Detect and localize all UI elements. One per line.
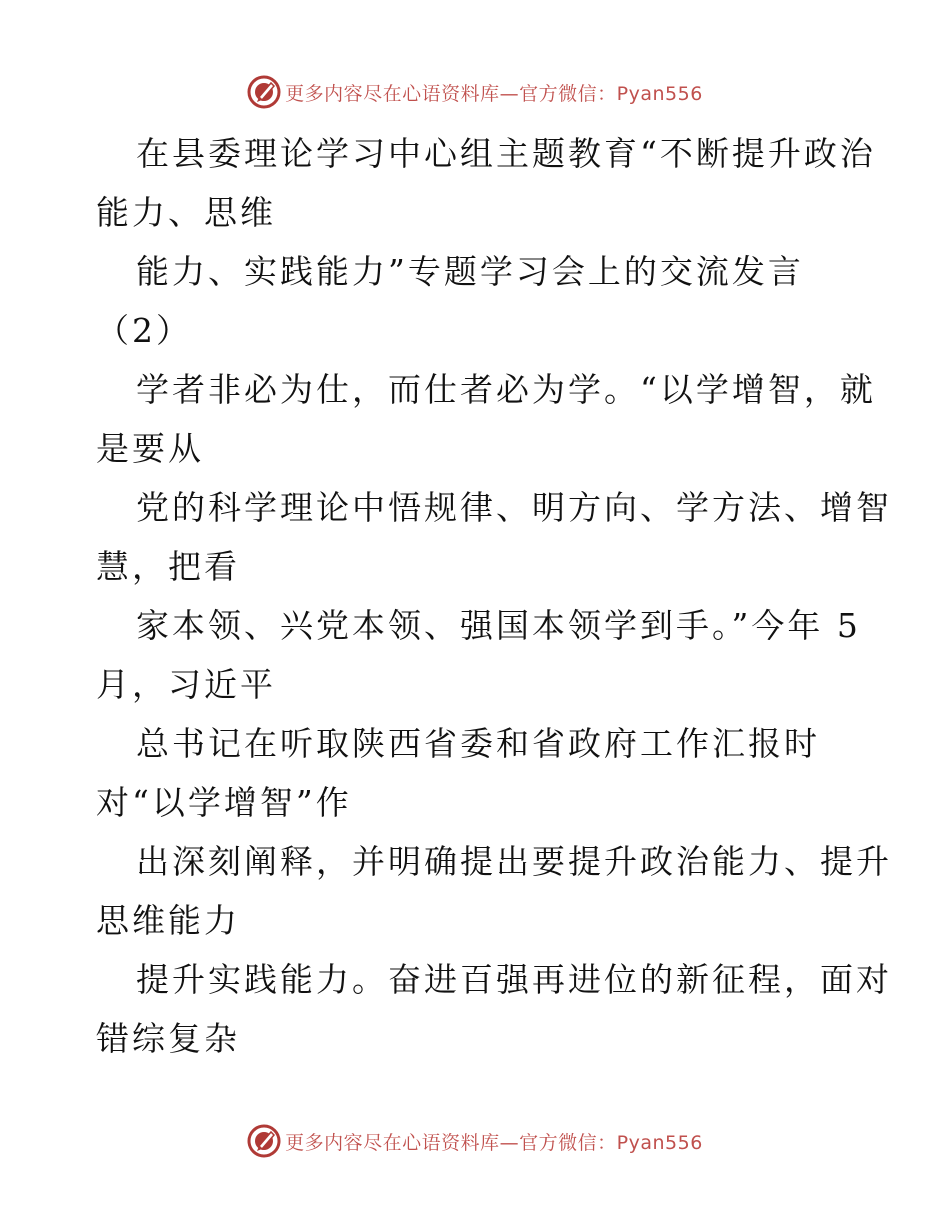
footer-banner xyxy=(0,1121,950,1161)
banner-text: 更多内容尽在心语资料库—官方微信：Pyan556 xyxy=(285,1131,703,1154)
text-line: 党的科学理论中悟规律、明方向、学方法、增智 xyxy=(136,488,892,527)
text-line: 思维能力 xyxy=(96,901,240,940)
text-line: 家本领、兴党本领、强国本领学到手。”今年 5 xyxy=(136,606,861,645)
text-line: 错综复杂 xyxy=(96,1019,240,1058)
text-line: 出深刻阐释，并明确提出要提升政治能力、提升 xyxy=(136,842,892,881)
text-line: （2） xyxy=(96,311,192,350)
text-line: 月，习近平 xyxy=(96,665,276,704)
text-line: 能力、思维 xyxy=(96,193,276,232)
document-body xyxy=(96,124,892,1068)
text-line: 提升实践能力。奋进百强再进位的新征程，面对 xyxy=(136,960,892,999)
text-line: 学者非必为仕，而仕者必为学。“以学增智，就 xyxy=(136,370,876,409)
pen-logo-icon xyxy=(247,1124,281,1158)
text-line: 慧，把看 xyxy=(96,547,240,586)
text-line: 是要从 xyxy=(96,429,204,468)
banner-text: 更多内容尽在心语资料库—官方微信：Pyan556 xyxy=(285,82,703,105)
text-line: 在县委理论学习中心组主题教育“不断提升政治 xyxy=(136,134,876,173)
text-line: 能力、实践能力”专题学习会上的交流发言 xyxy=(136,252,804,291)
text-line: 总书记在听取陕西省委和省政府工作汇报时 xyxy=(136,724,820,763)
pen-logo-icon xyxy=(247,75,281,109)
header-banner xyxy=(0,72,950,112)
text-line: 对“以学增智”作 xyxy=(96,783,352,822)
